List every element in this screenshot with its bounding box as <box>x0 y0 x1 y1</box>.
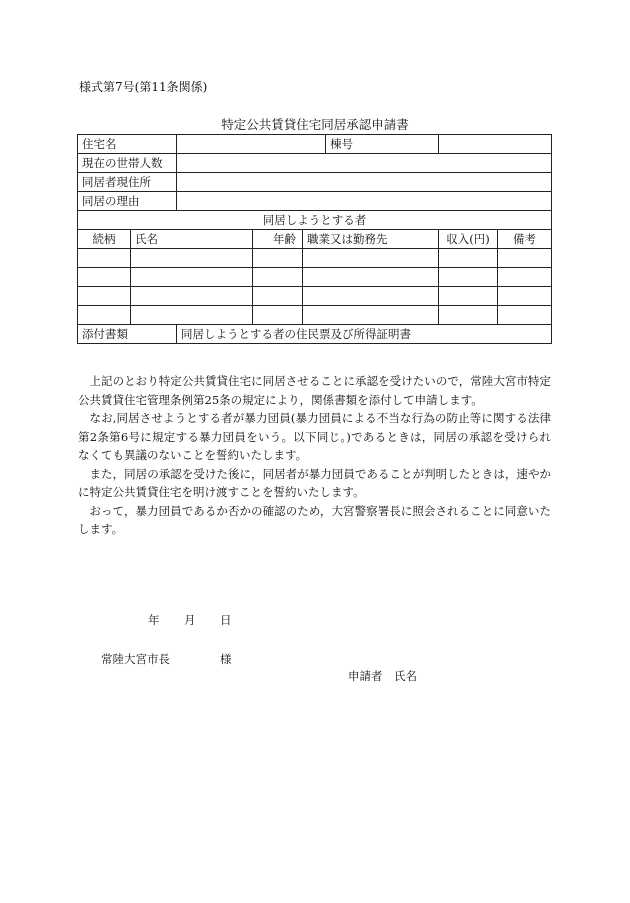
household-count-field[interactable] <box>177 154 552 173</box>
remarks-cell[interactable] <box>498 268 552 287</box>
income-cell[interactable] <box>439 268 498 287</box>
cohabitant-section-header: 同居しようとする者 <box>78 211 552 230</box>
relation-cell[interactable] <box>78 287 131 306</box>
addressee-honorific: 様 <box>220 652 232 666</box>
housing-name-label: 住宅名 <box>78 135 177 154</box>
name-cell[interactable] <box>131 306 253 325</box>
age-cell[interactable] <box>253 268 303 287</box>
date-day-label: 日 <box>220 613 232 627</box>
relation-cell[interactable] <box>78 306 131 325</box>
applicant-name-label: 氏名 <box>394 669 417 683</box>
declaration-paragraph-1: 上記のとおり特定公共賃貸住宅に同居させることに承認を受けたいので，常陸大宮市特定公共賃貸住宅管理条例第25条の規定により，関係書類を添付して申請します。 <box>78 374 551 407</box>
income-cell[interactable] <box>439 249 498 268</box>
declaration-text <box>78 372 551 539</box>
attachments-row <box>78 325 552 344</box>
declaration-paragraph-4: おって，暴力団員であるか否かの確認のため，大宮警察署長に照会されることに同意いたします。 <box>78 503 551 536</box>
document-title: 特定公共賃貸住宅同居承認申請書 <box>221 117 409 132</box>
age-cell[interactable] <box>253 306 303 325</box>
housing-name-row <box>78 135 552 154</box>
name-cell[interactable] <box>131 249 253 268</box>
cohabitant-row <box>78 249 552 268</box>
declaration-paragraph-2: なお,同居させようとする者が暴力団員(暴力団員による不当な行為の防止等に関する法律第2条第6号に規定する暴力団員をいう。以下同じ。)であるときは，同居の承認を受けられなくても異議のないことを誓約いたします。 <box>78 411 551 462</box>
age-cell[interactable] <box>253 287 303 306</box>
occupation-cell[interactable] <box>303 287 439 306</box>
applicant-label: 申請者 <box>348 669 383 683</box>
reason-field[interactable] <box>177 192 552 211</box>
building-no-label: 棟号 <box>326 135 439 154</box>
column-name: 氏名 <box>131 230 253 249</box>
income-cell[interactable] <box>439 306 498 325</box>
occupation-cell[interactable] <box>303 268 439 287</box>
declaration-paragraph-3: また，同居の承認を受けた後に，同居者が暴力団員であることが判明したときは，速やかに特定公共賃貸住宅を明け渡すことを誓約いたします。 <box>78 466 551 499</box>
cohabitant-row <box>78 287 552 306</box>
remarks-cell[interactable] <box>498 287 552 306</box>
cohabitant-address-label: 同居者現住所 <box>78 173 177 192</box>
attachments-label: 添付書類 <box>78 325 177 344</box>
income-cell[interactable] <box>439 287 498 306</box>
date-month-label: 月 <box>184 613 196 627</box>
reason-row <box>78 192 552 211</box>
column-header-row <box>78 230 552 249</box>
application-table <box>77 134 552 344</box>
housing-name-field[interactable] <box>177 135 326 154</box>
column-occupation: 職業又は勤務先 <box>303 230 439 249</box>
name-cell[interactable] <box>131 287 253 306</box>
relation-cell[interactable] <box>78 268 131 287</box>
remarks-cell[interactable] <box>498 306 552 325</box>
form-number: 様式第7号(第11条関係) <box>79 80 208 94</box>
remarks-cell[interactable] <box>498 249 552 268</box>
date-year-label: 年 <box>148 613 160 627</box>
section-header-row <box>78 211 552 230</box>
column-income: 収入(円) <box>439 230 498 249</box>
household-count-label: 現在の世帯人数 <box>78 154 177 173</box>
occupation-cell[interactable] <box>303 249 439 268</box>
cohabitant-row <box>78 306 552 325</box>
attachments-value: 同居しようとする者の住民票及び所得証明書 <box>177 325 552 344</box>
column-remarks: 備考 <box>498 230 552 249</box>
addressee-name: 常陸大宮市長 <box>101 652 170 666</box>
column-relation: 続柄 <box>78 230 131 249</box>
cohabitant-address-field[interactable] <box>177 173 552 192</box>
building-no-field[interactable] <box>439 135 552 154</box>
age-cell[interactable] <box>253 249 303 268</box>
reason-label: 同居の理由 <box>78 192 177 211</box>
cohabitant-address-row <box>78 173 552 192</box>
column-age: 年齢 <box>253 230 303 249</box>
relation-cell[interactable] <box>78 249 131 268</box>
occupation-cell[interactable] <box>303 306 439 325</box>
name-cell[interactable] <box>131 268 253 287</box>
household-count-row <box>78 154 552 173</box>
cohabitant-row <box>78 268 552 287</box>
